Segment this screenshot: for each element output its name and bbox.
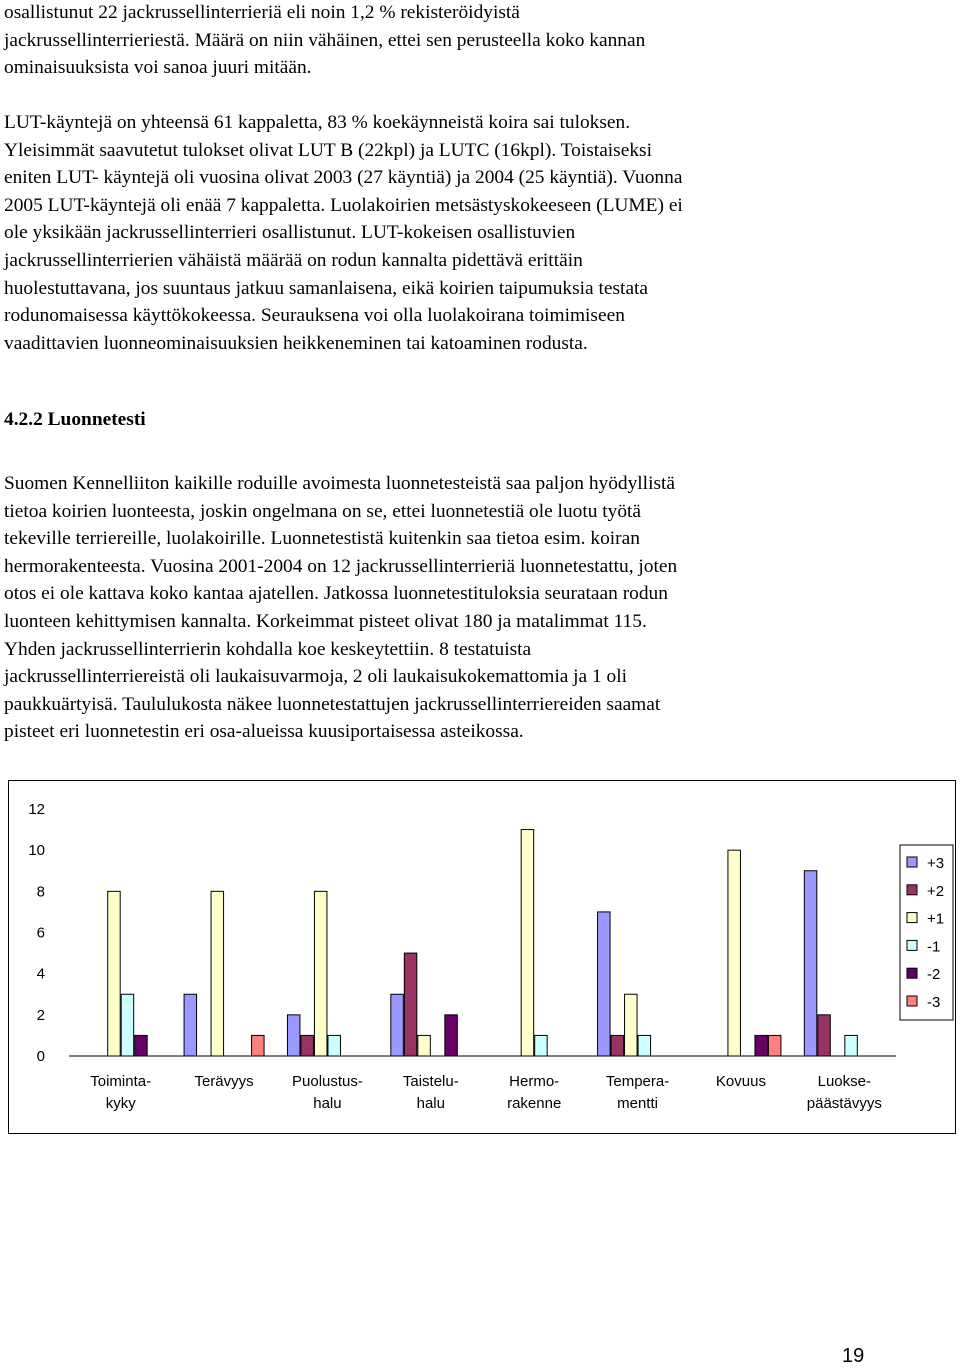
y-tick-label: 0	[36, 1048, 45, 1065]
legend-label: +2	[927, 882, 945, 900]
chart-canvas	[9, 781, 955, 1133]
page-number: 19	[842, 1345, 865, 1367]
x-tick-label: mentti	[617, 1095, 658, 1112]
section-heading: 4.2.2 Luonnetesti	[4, 409, 146, 430]
legend-label: +3	[927, 855, 945, 872]
bar	[404, 953, 417, 1056]
legend-swatch	[907, 996, 917, 1006]
paragraph-luonnetesti	[4, 470, 677, 746]
text-line: jackrussellinterrieriestä. Määrä on niin vähäinen, ettei sen perusteella koko kannan	[4, 29, 646, 51]
bar	[625, 994, 638, 1056]
y-tick-label: 10	[28, 842, 45, 860]
x-tick-label: Taistelu-	[402, 1073, 459, 1090]
x-tick-label: Luokse-	[817, 1073, 871, 1090]
text-line: paukkuärtyisä. Taululukosta näkee luonnetestattujen jackrussellinterriereiden saamat	[4, 693, 661, 715]
x-tick-label: Tempera-	[605, 1073, 670, 1090]
text-line: ominaisuuksista voi sanoa juuri mitään.	[4, 57, 312, 79]
text-line: otos ei ole kattava koko kantaa ajatellen. Jatkossa luonnetestituloksia seurataan rodun	[4, 583, 668, 605]
text-line: osallistunut 22 jackrussellinterrieriä eli noin 1,2 % rekisteröidyistä	[4, 2, 520, 23]
bar	[314, 891, 327, 1056]
bar	[328, 1035, 341, 1056]
bar	[611, 1035, 624, 1056]
text-line: pisteet eri luonnetestin eri osa-alueissa kuusiportaisessa asteikossa.	[4, 721, 524, 743]
text-line: Yleisimmät saavutetut tulokset olivat LUT B (22kpl) ja LUTC (16kpl). Toistaiseksi	[4, 139, 652, 161]
legend-label: -2	[927, 966, 941, 984]
bar	[301, 1035, 314, 1056]
text-line: jackrussellinterrierien vähäistä määrää on rodun kannalta pidettävä erittäin	[4, 249, 583, 271]
bar	[845, 1035, 858, 1056]
bar	[638, 1035, 651, 1056]
bar	[445, 1015, 458, 1056]
bar	[108, 891, 121, 1056]
x-tick-label: Puolustus-	[292, 1073, 363, 1090]
bar	[418, 1035, 431, 1056]
bar	[521, 830, 534, 1056]
bar	[728, 850, 741, 1056]
legend-label: -3	[927, 994, 941, 1011]
legend-swatch	[907, 885, 917, 895]
bar	[768, 1035, 781, 1056]
bar	[184, 994, 197, 1056]
text-line: Yhden jackrussellinterrierin kohdalla koe keskeytettiin. 8 testatuista	[4, 638, 532, 660]
x-tick-label: kyky	[105, 1095, 136, 1112]
text-line: jackrussellinterriereistä oli laukaisuvarmoja, 2 oli laukaisukokemattomia ja 1 oli	[4, 666, 628, 688]
legend-swatch	[907, 913, 917, 923]
y-tick-label: 12	[28, 801, 45, 818]
x-tick-label: halu	[416, 1095, 445, 1112]
text-line: luonteen kehittymisen kannalta. Korkeimmat pisteet olivat 180 ja matalimmat 115.	[4, 610, 647, 632]
bar	[121, 994, 134, 1056]
text-line: hermorakenteesta. Vuosina 2001-2004 on 12 jackrussellinterrieriä luonnetestattu, joten	[4, 555, 678, 577]
text-line: vaadittavien luonneominaisuuksien heikkeneminen tai katoaminen rodusta.	[4, 332, 588, 354]
legend-label: +1	[927, 910, 945, 928]
bar	[755, 1035, 768, 1056]
x-tick-label: päästävyys	[806, 1095, 882, 1112]
x-tick-label: rakenne	[507, 1095, 562, 1112]
bar-chart	[8, 780, 956, 1134]
bar	[211, 891, 224, 1056]
text-line: tietoa koirien luonteesta, joskin ongelmana on se, ettei luonnetestiä ole luotu työtä	[4, 500, 642, 522]
legend-swatch	[907, 940, 917, 950]
bar	[818, 1015, 831, 1056]
y-tick-label: 6	[36, 924, 45, 942]
legend-swatch	[907, 857, 917, 867]
bar	[598, 912, 611, 1056]
text-line: 2005 LUT-käyntejä oli enää 7 kappaletta. Luolakoirien metsästyskokeeseen (LUME) ei	[4, 194, 683, 216]
bar	[287, 1015, 300, 1056]
legend-label: -1	[927, 938, 941, 956]
paragraph-lut-results	[4, 109, 683, 357]
y-tick-label: 4	[36, 965, 45, 983]
bar	[135, 1035, 148, 1056]
bar	[252, 1035, 265, 1056]
text-line: ole yksikään jackrussellinterrieri osallistunut. LUT-kokeisen osallistuvien	[4, 222, 576, 244]
x-tick-label: Hermo-	[509, 1073, 560, 1090]
x-tick-label: Kovuus	[715, 1073, 766, 1090]
legend-swatch	[907, 968, 917, 978]
text-line: LUT-käyntejä on yhteensä 61 kappaletta, 83 % koekäynneistä koira sai tuloksen.	[4, 112, 631, 133]
text-line: Suomen Kennelliiton kaikille roduille avoimesta luonnetesteistä saa paljon hyödyllistä	[4, 473, 675, 494]
text-line: eniten LUT- käyntejä oli vuosina olivat 2003 (27 käyntiä) ja 2004 (25 käyntiä). Vuonna	[4, 167, 683, 189]
bar	[391, 994, 404, 1056]
text-line: huolestuttavana, jos suuntaus jatkuu samanlaisena, eikä koirien taipumuksia testata	[4, 277, 649, 299]
text-line: tekeville terriereille, luolakoirille. Luonnetestistä kuitenkin saa tietoa esim. koiran	[4, 528, 640, 550]
y-tick-label: 2	[36, 1006, 45, 1024]
bar	[535, 1035, 548, 1056]
text-line: rodunomaisessa käyttökokeessa. Seurauksena voi olla luolakoirana toimimiseen	[4, 305, 625, 327]
bar	[804, 871, 817, 1056]
x-tick-label: Toiminta-	[90, 1073, 152, 1090]
x-tick-label: Terävyys	[194, 1073, 254, 1090]
x-tick-label: halu	[313, 1095, 342, 1112]
paragraph-intro-end	[4, 0, 645, 82]
y-tick-label: 8	[36, 883, 45, 901]
